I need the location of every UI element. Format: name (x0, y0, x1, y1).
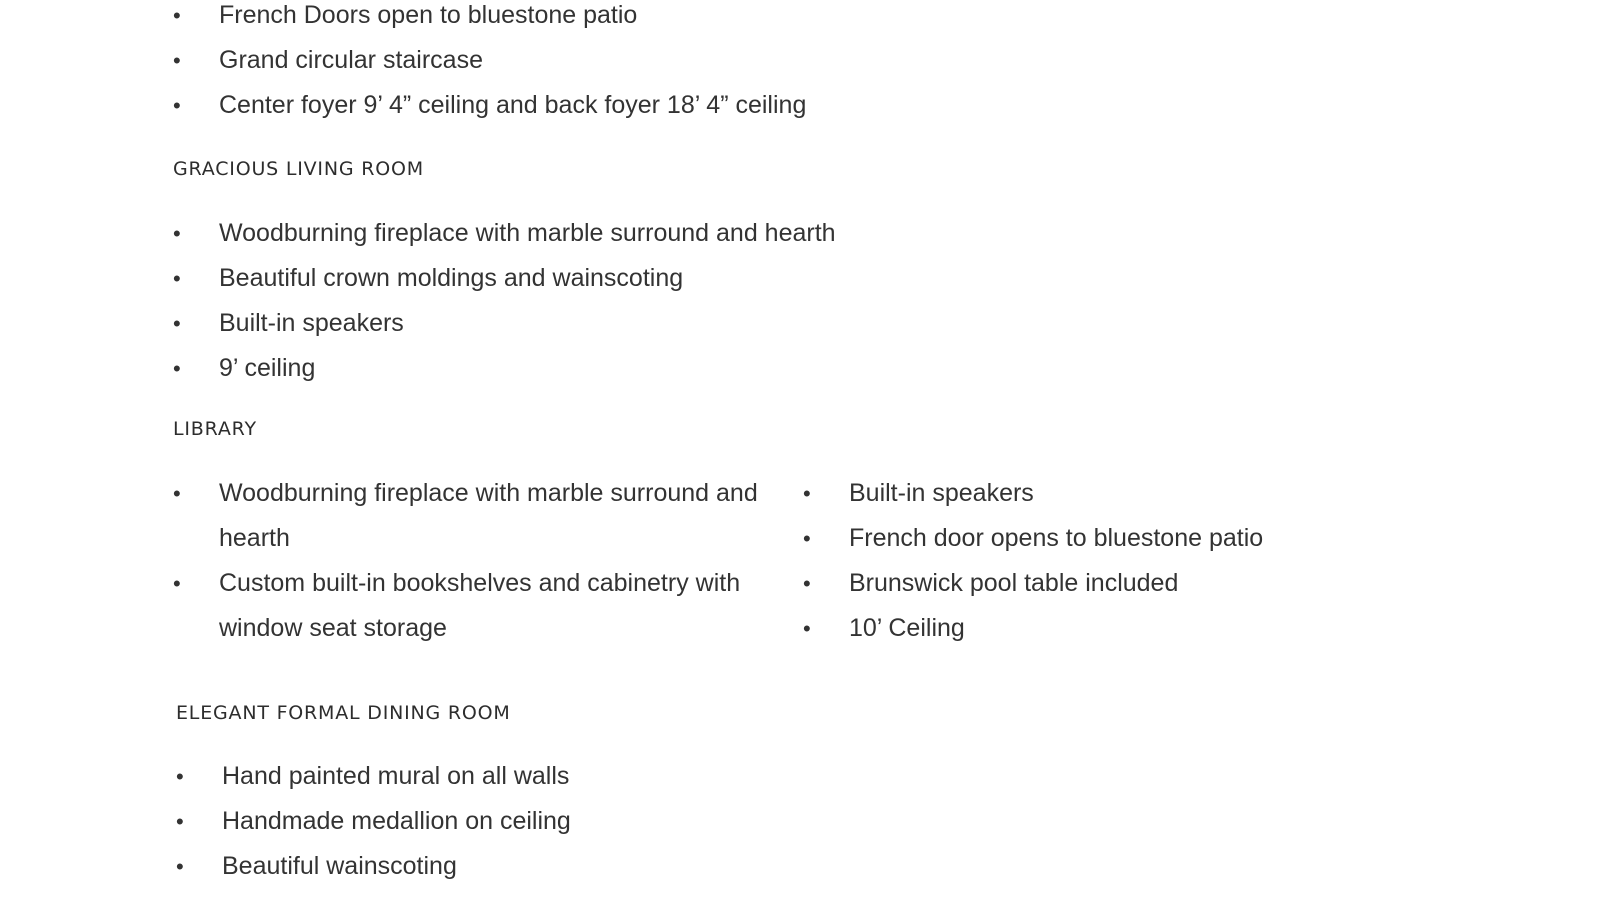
list-item (173, 346, 836, 391)
list-item (173, 561, 773, 651)
list-item (173, 301, 836, 346)
list-item-text: Handmade medallion on ceiling (222, 807, 571, 835)
list-item-text: Beautiful crown moldings and wainscoting (219, 264, 684, 292)
list-item (173, 471, 773, 561)
list-item-text: Custom built-in bookshelves and cabinetry with window seat storage (219, 569, 741, 642)
list-item-text: Hand painted mural on all walls (222, 762, 570, 790)
list-item-text: Woodburning fireplace with marble surround and hearth (219, 479, 758, 552)
list-item (803, 471, 1263, 516)
list-item (173, 0, 806, 38)
bullet-icon: • (173, 266, 181, 291)
bullet-icon: • (173, 481, 181, 506)
list-item (176, 754, 571, 799)
library-feature-list-left (173, 471, 773, 651)
list-item (803, 561, 1263, 606)
list-item-text: Built-in speakers (849, 479, 1034, 507)
bullet-icon: • (173, 221, 181, 246)
list-item (176, 799, 571, 844)
list-item-text: French door opens to bluestone patio (849, 524, 1264, 552)
dining-room-heading: ELEGANT FORMAL DINING ROOM (176, 702, 511, 724)
list-item-text: French Doors open to bluestone patio (219, 1, 638, 29)
list-item-text: Woodburning fireplace with marble surround and hearth (219, 219, 836, 247)
list-item-text: 9’ ceiling (219, 354, 316, 382)
living-room-feature-list (173, 211, 836, 391)
library-heading: LIBRARY (173, 418, 257, 440)
bullet-icon: • (173, 93, 181, 118)
bullet-icon: • (176, 809, 184, 834)
bullet-icon: • (173, 3, 181, 28)
bullet-icon: • (176, 854, 184, 879)
bullet-icon: • (803, 481, 811, 506)
bullet-icon: • (803, 571, 811, 596)
bullet-icon: • (173, 356, 181, 381)
bullet-icon: • (803, 616, 811, 641)
list-item-text: Beautiful wainscoting (222, 852, 457, 880)
list-item (173, 83, 806, 128)
living-room-heading: GRACIOUS LIVING ROOM (173, 158, 424, 180)
library-feature-list-right (803, 471, 1263, 651)
bullet-icon: • (173, 571, 181, 596)
list-item-text: 10’ Ceiling (849, 614, 965, 642)
list-item (176, 844, 571, 889)
list-item-text: Grand circular staircase (219, 46, 483, 74)
list-item-text: Center foyer 9’ 4” ceiling and back foyer 18’ 4” ceiling (219, 91, 807, 119)
list-item (173, 38, 806, 83)
bullet-icon: • (173, 311, 181, 336)
list-item (803, 516, 1263, 561)
foyer-feature-list (173, 0, 806, 128)
list-item (803, 606, 1263, 651)
dining-room-feature-list (176, 754, 571, 889)
bullet-icon: • (173, 48, 181, 73)
list-item-text: Brunswick pool table included (849, 569, 1179, 597)
list-item-text: Built-in speakers (219, 309, 404, 337)
bullet-icon: • (176, 764, 184, 789)
list-item (173, 211, 836, 256)
list-item (173, 256, 836, 301)
bullet-icon: • (803, 526, 811, 551)
